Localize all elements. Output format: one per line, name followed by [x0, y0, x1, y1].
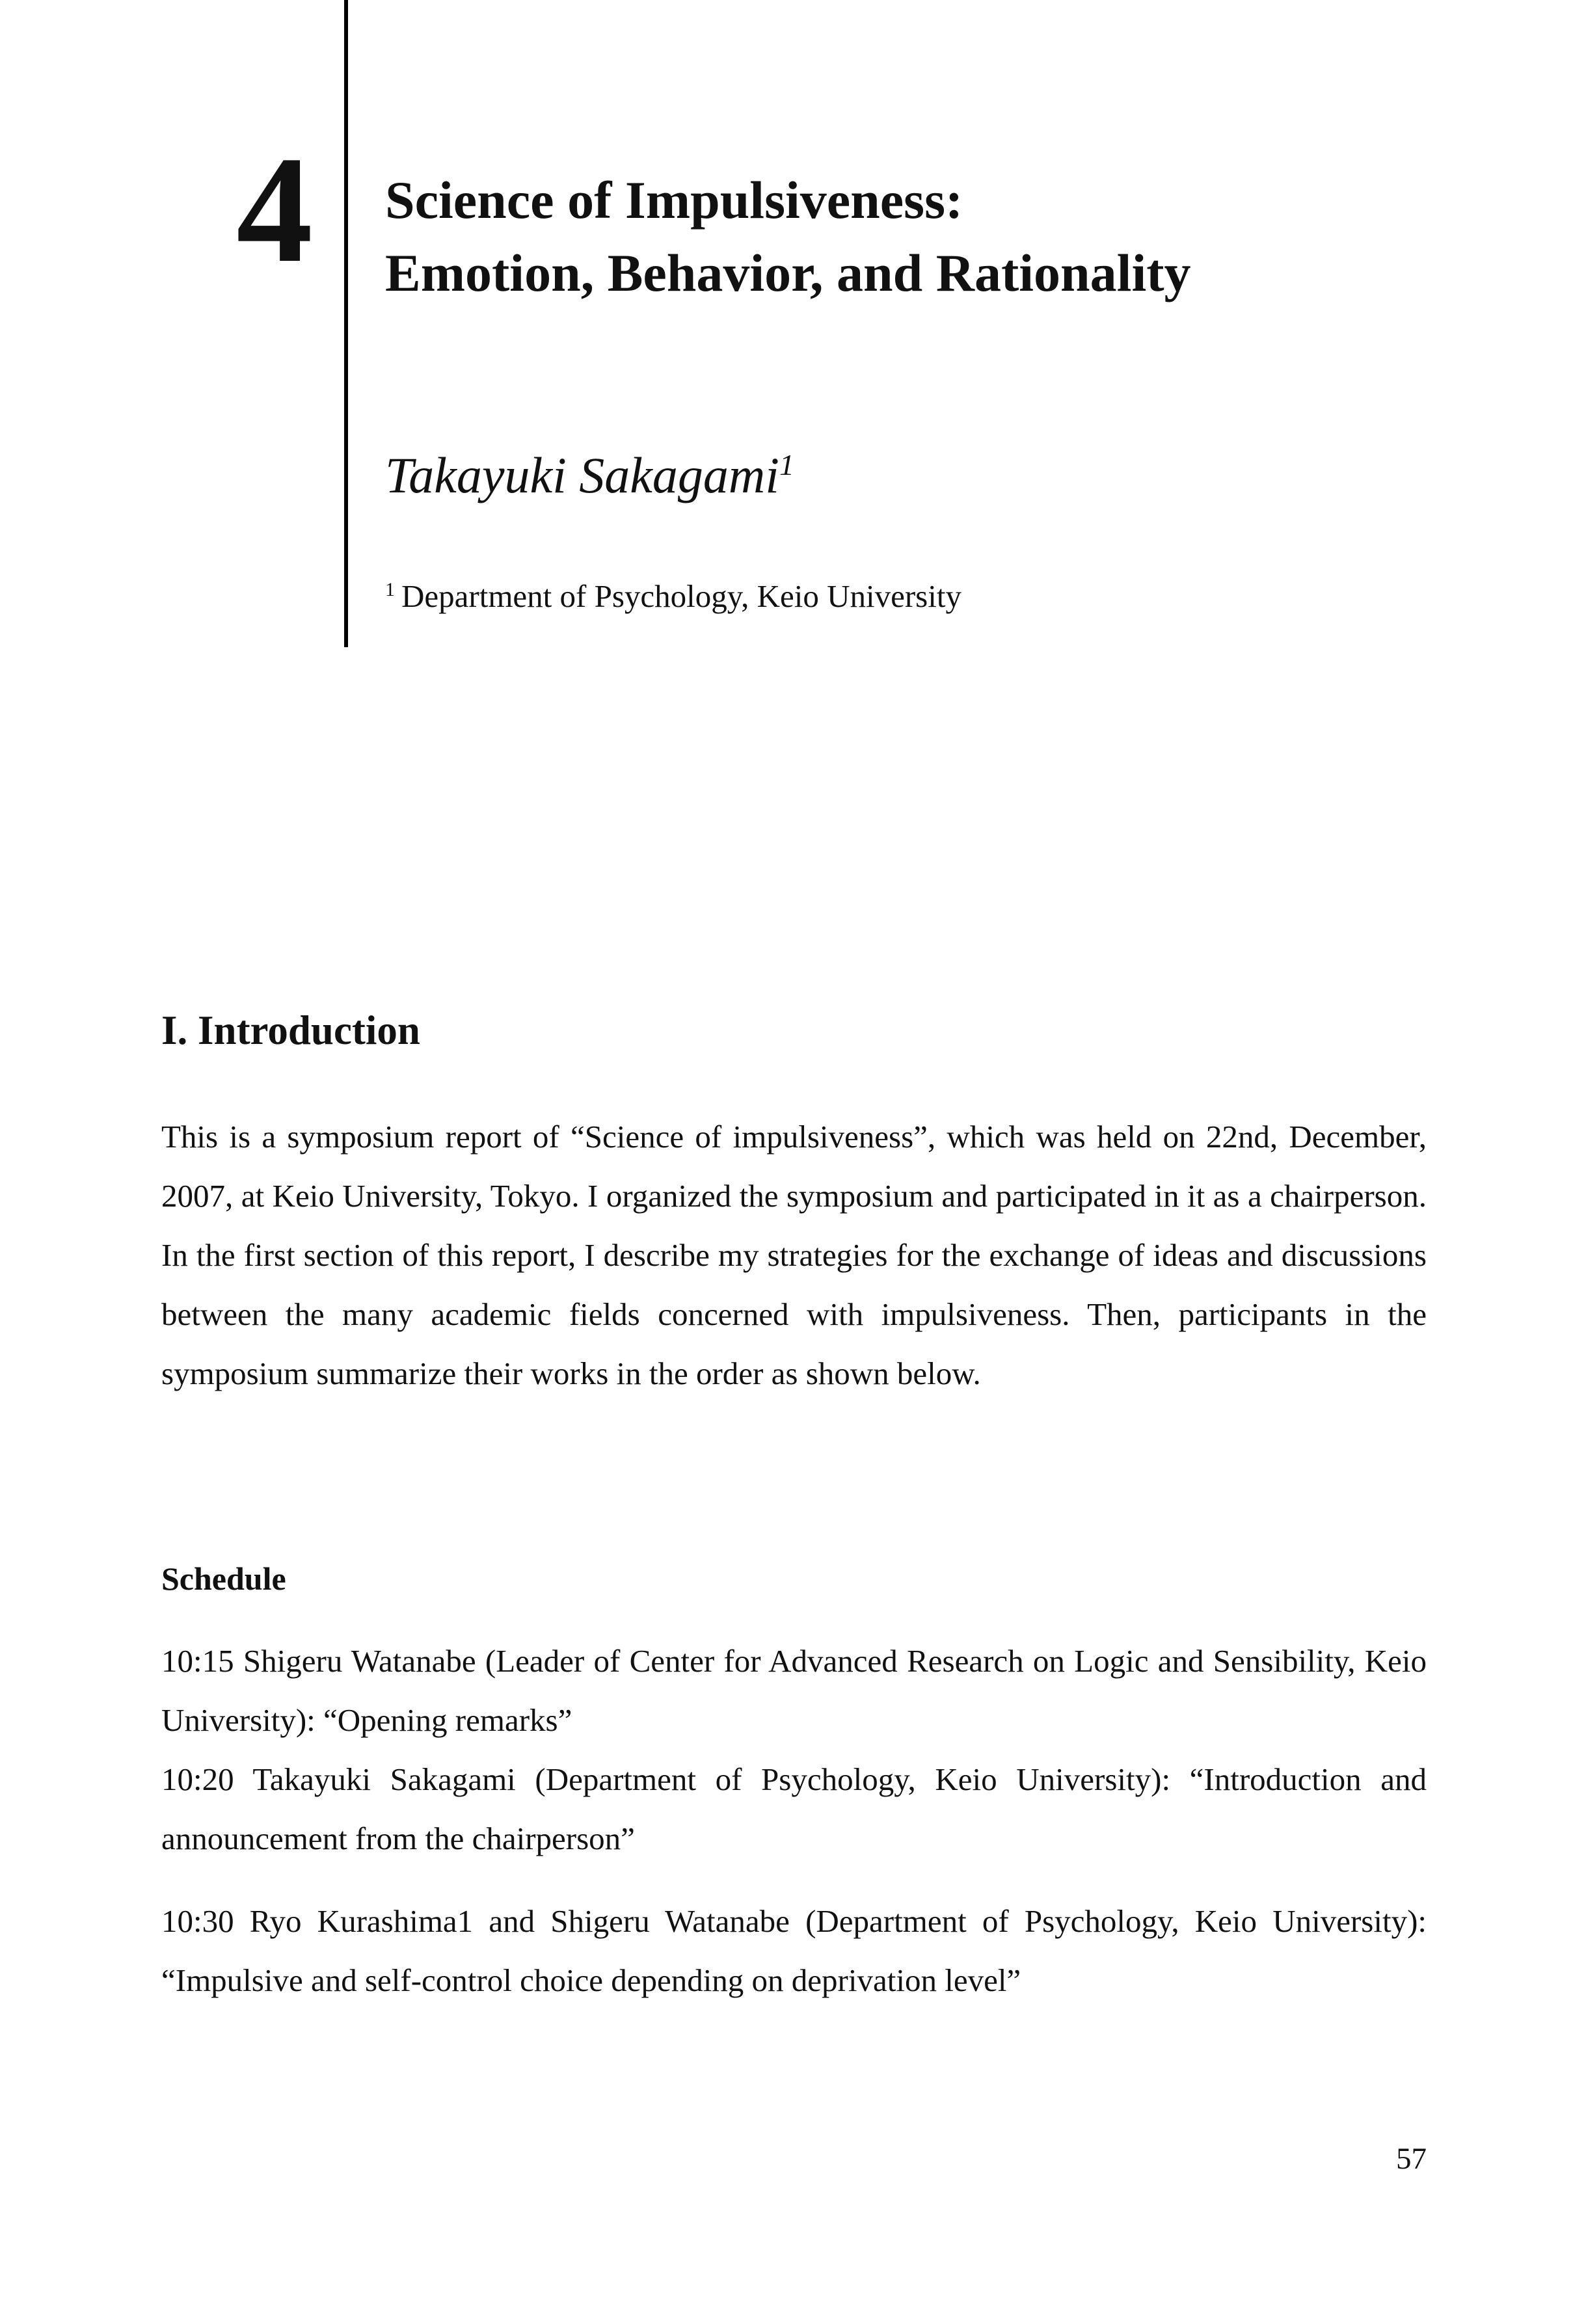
schedule-entry: 10:20 Takayuki Sakagami (Department of Psychology, Keio University): “Introduction and announcement from the chairperson”: [161, 1761, 1427, 1856]
schedule-heading: Schedule: [161, 1560, 286, 1597]
chapter-divider-rule: [344, 0, 348, 647]
author-name: Takayuki Sakagami: [385, 447, 779, 503]
chapter-title-line1: Science of Impulsiveness:: [385, 170, 963, 230]
introduction-paragraph: This is a symposium report of “Science of impulsiveness”, which was held on 22nd, December, 2007, at Keio University, Tokyo. I organized the symposium and participated in it as a chairperson. In the first section of this report, I describe my strategies for the exchange of ideas and discussions between the many academic fields concerned with impulsiveness. Then, participants in the symposium summarize their works in the order as shown below.: [161, 1119, 1427, 1391]
schedule-entry: 10:30 Ryo Kurashima1 and Shigeru Watanabe (Department of Psychology, Keio University): “Impulsive and self-control choice depending on deprivation level”: [161, 1903, 1427, 1998]
section-heading-introduction: I. Introduction: [161, 1008, 420, 1053]
schedule-block-talks: [161, 1891, 1427, 2010]
schedule-entry: 10:15 Shigeru Watanabe (Leader of Center for Advanced Research on Logic and Sensibility, Keio University): “Opening remarks”: [161, 1643, 1427, 1738]
author-footnote-marker: 1: [779, 448, 794, 481]
affiliation-marker: 1: [385, 578, 395, 600]
schedule-block-morning: [161, 1631, 1427, 1868]
chapter-title-line2: Emotion, Behavior, and Rationality: [385, 243, 1191, 302]
chapter-title: [385, 164, 1491, 310]
page-number: 57: [1396, 2142, 1427, 2176]
chapter-number: 4: [236, 125, 310, 294]
affiliation-text: Department of Psychology, Keio University: [401, 578, 961, 614]
affiliation-note: [385, 578, 961, 616]
author: [385, 447, 794, 503]
